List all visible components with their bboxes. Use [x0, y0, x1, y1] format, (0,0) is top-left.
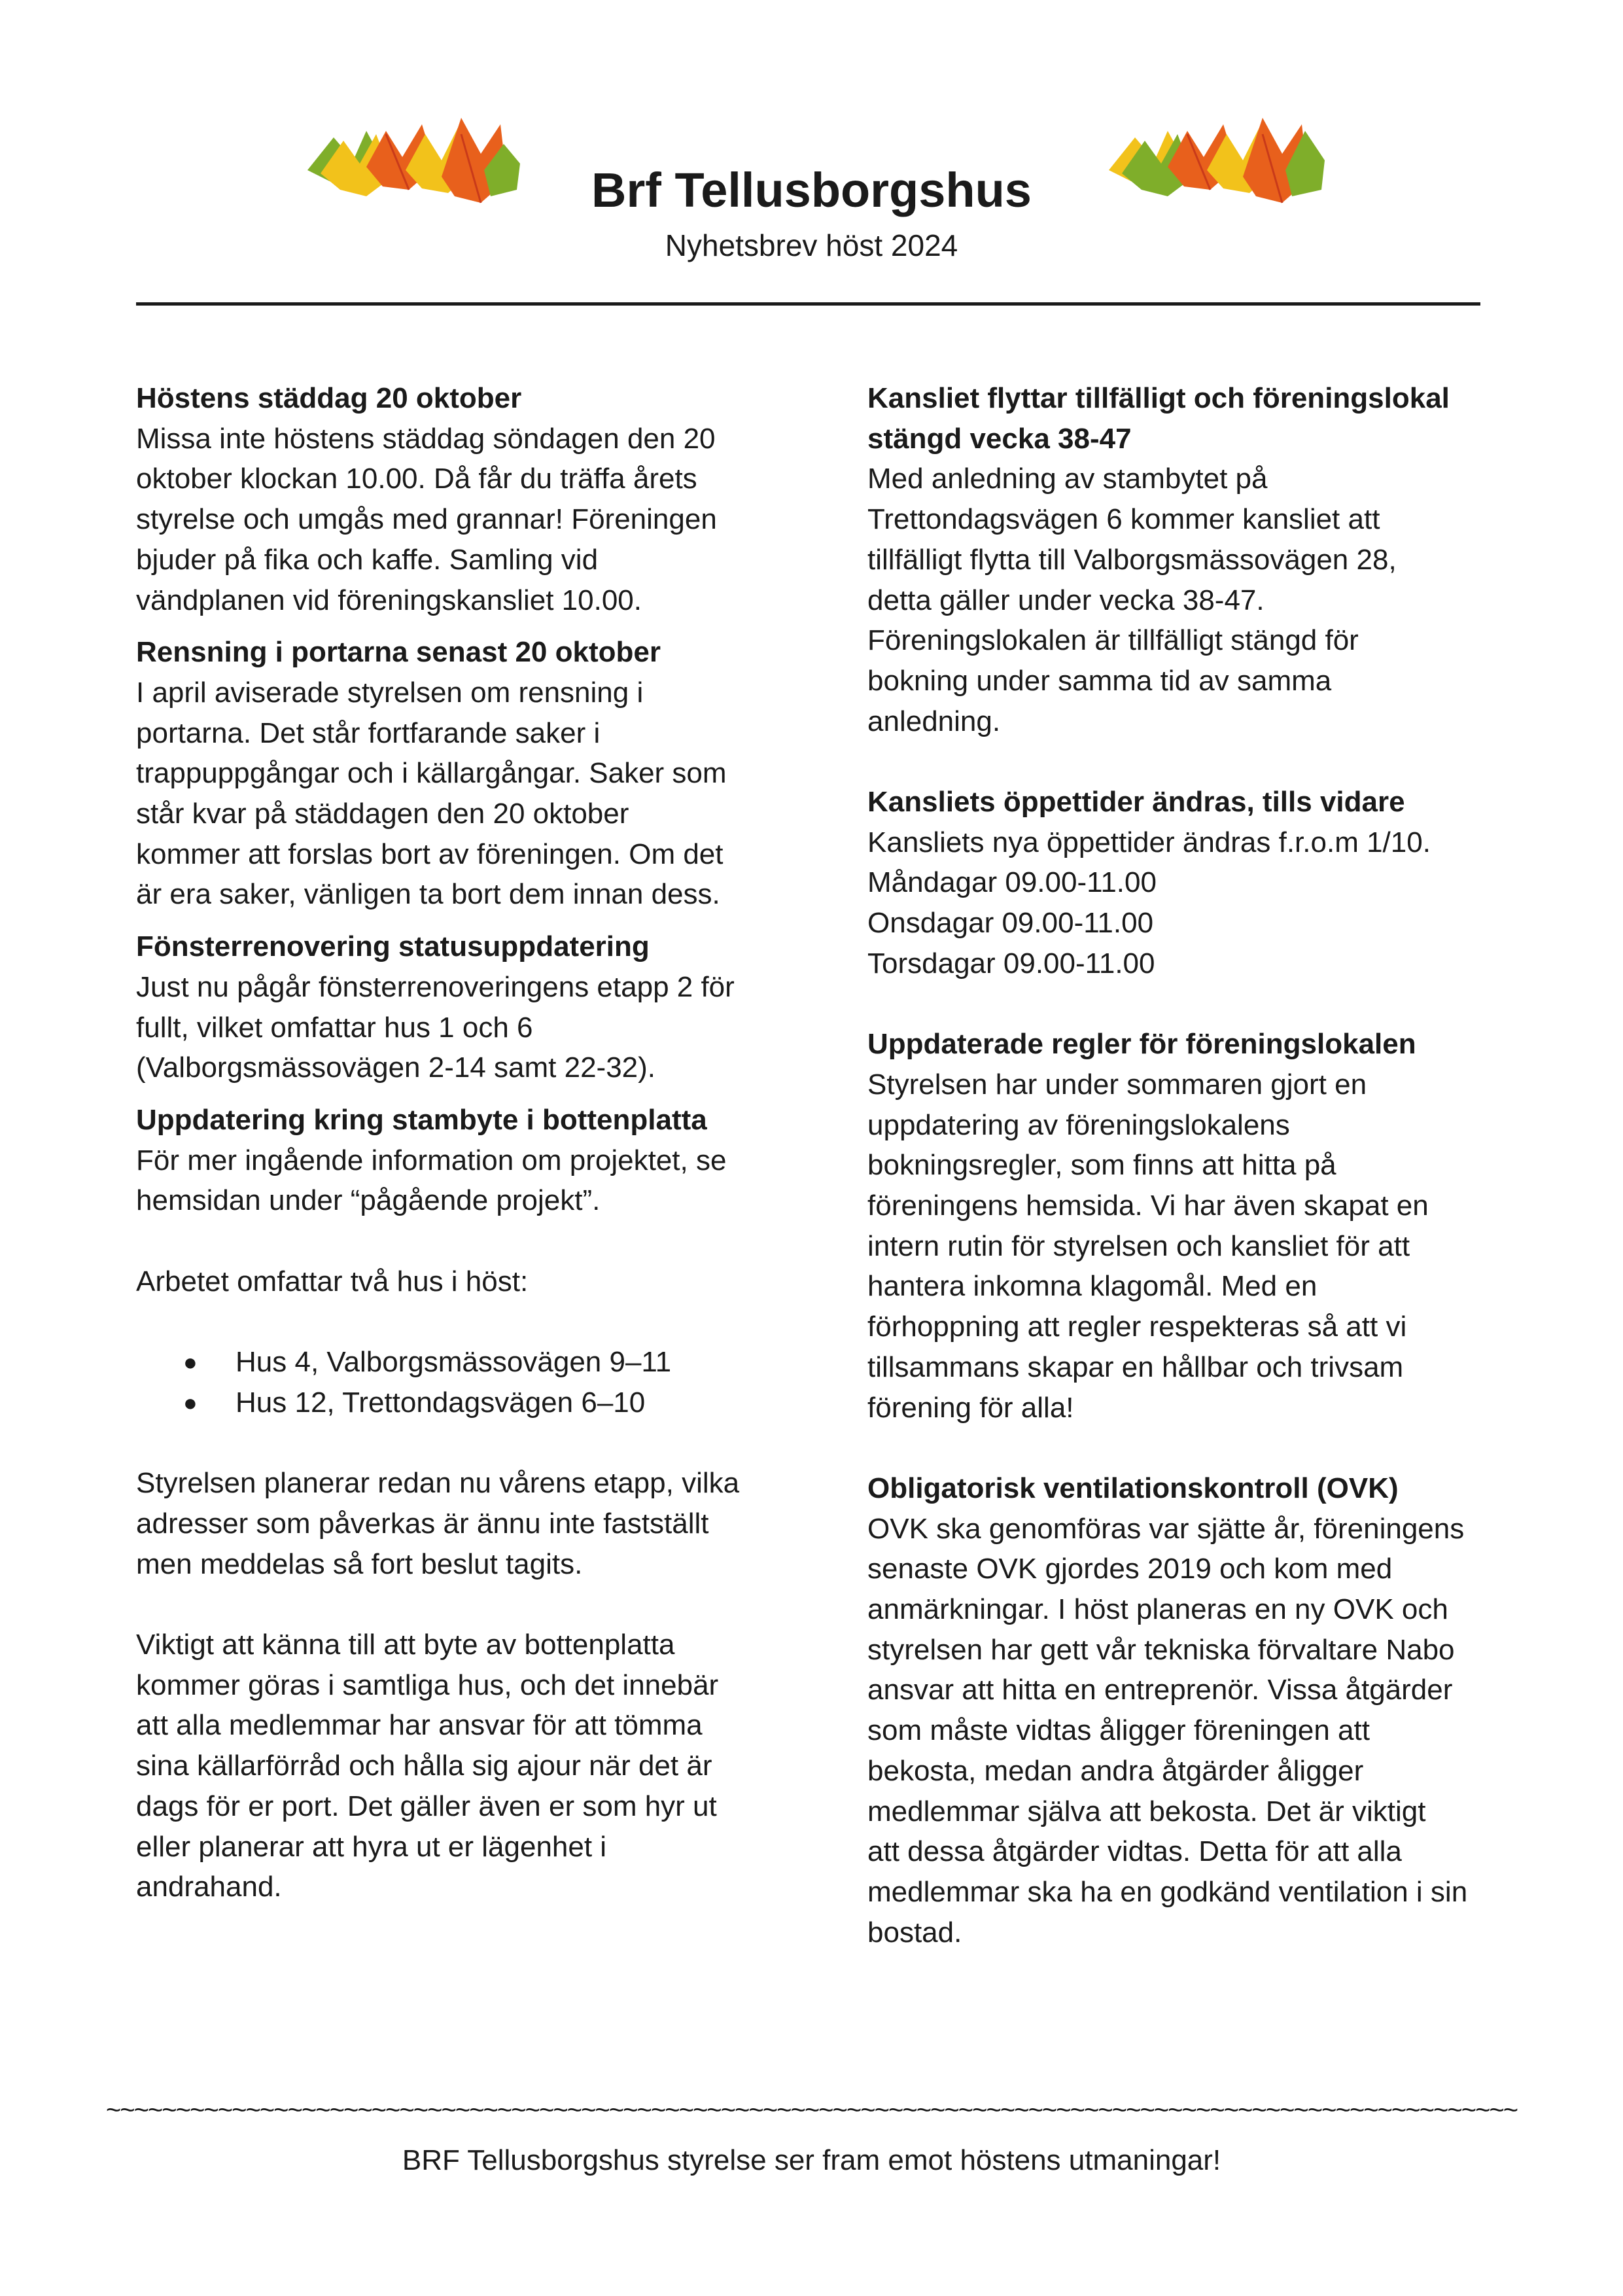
newsletter-title: Brf Tellusborgshus: [591, 163, 1032, 217]
section-heading: Fönsterrenovering statusuppdatering: [136, 930, 650, 963]
list-item: ● Hus 12, Trettondagsvägen 6–10: [136, 1383, 810, 1423]
section-heading: Kansliet flyttar tillfälligt och föreningslokal stängd vecka 38-47: [867, 382, 1450, 455]
list-item: ● Hus 4, Valborgsmässovägen 9–11: [136, 1342, 810, 1383]
newsletter-subtitle: Nyhetsbrev höst 2024: [665, 228, 958, 262]
section-heading: Obligatorisk ventilationskontroll (OVK): [867, 1472, 1399, 1504]
section-heading: Kansliets öppettider ändras, tills vidare: [867, 786, 1405, 819]
section-body: Styrelsen har under sommaren gjort en uppdatering av föreningslokalens bokningsregler, som finns att hitta på föreningens hemsida. Vi har även skapat en intern rutin för styrelsen och kansliet för att hantera inkomna klagomål. Med en förhoppning att regler respekteras så att vi tillsammans skapar en hållbar och trivsam förening för alla!: [867, 1068, 1429, 1424]
section-paragraph: Viktigt att känna till att byte av bottenplatta kommer göras i samtliga hus, och det innebär att alla medlemmar har ansvar för att tömma sina källarförråd och hålla sig ajour när det är dags för er port. Det gäller även er som hyr ut eller planerar att hyra ut er lägenhet i andrahand.: [136, 1629, 719, 1903]
section-heading: Uppdaterade regler för föreningslokalen: [867, 1028, 1416, 1061]
left-column: [136, 378, 810, 1907]
section-body: I april aviserade styrelsen om rensning i portarna. Det står fortfarande saker i trappuppgångar och i källargångar. Saker som står kvar på städdagen den 20 oktober kommer att forslas bort av föreningen. Om det är era saker, vänligen ta bort dem innan dess.: [136, 676, 727, 911]
section-heading: Höstens städdag 20 oktober: [136, 382, 522, 414]
section-heading: Rensning i portarna senast 20 oktober: [136, 636, 661, 669]
footer-text: BRF Tellusborgshus styrelse ser fram emot höstens utmaningar!: [402, 2144, 1221, 2176]
footer-divider: ~~~~~~~~~~~~~~~~~~~~~~~~~~~~~~~~~~~~~~~~~~~~~~~~~~~~~~~~~~~~~~~~~~~~~~~~~~~~~~~~~~~~~~~~~~~~~~~~~~~~~: [105, 2096, 1518, 2125]
section-body: OVK ska genomföras var sjätte år, föreningens senaste OVK gjordes 2019 och kom med anmärkningar. I höst planeras en ny OVK och styrelsen har gett vår tekniska förvaltare Nabo ansvar att hitta en entreprenör. Vissa åtgärder som måste vidtas åligger föreningen att bekosta, medan andra åtgärder åligger medlemmar själva att bekosta. Det är viktigt att dessa åtgärder vidtas. Detta för att alla medlemmar ska ha en godkänd ventilation i sin bostad.: [867, 1512, 1468, 1949]
section-body: Missa inte höstens städdag söndagen den 20 oktober klockan 10.00. Då får du träffa årets styrelse och umgås med grannar! Föreningen bjuder på fika och kaffe. Samling vid vändplanen vid föreningskansliet 10.00.: [136, 422, 717, 616]
header-divider: [136, 302, 1480, 306]
section-body: För mer ingående information om projektet, se hemsidan under “pågående projekt”.: [136, 1144, 727, 1217]
section-body: Med anledning av stambytet på Trettondagsvägen 6 kommer kansliet att tillfälligt flytta till Valborgsmässovägen 28, detta gäller under vecka 38-47. Föreningslokalen är tillfälligt stängd för bokning under samma tid av samma anledning.: [867, 463, 1397, 737]
section-body: Kansliets nya öppettider ändras f.r.o.m 1/10. Måndagar 09.00-11.00 Onsdagar 09.00-11.00 Torsdagar 09.00-11.00: [867, 826, 1431, 980]
section-body: Just nu pågår fönsterrenoveringens etapp 2 för fullt, vilket omfattar hus 1 och 6 (Valborgsmässovägen 2-14 samt 22-32).: [136, 970, 735, 1084]
right-column: [867, 378, 1515, 1952]
bullet-list: [136, 1342, 810, 1422]
section-paragraph: Styrelsen planerar redan nu vårens etapp, vilka adresser som påverkas är ännu inte fastställt men meddelas så fort beslut tagits.: [136, 1467, 740, 1580]
section-intro: Arbetet omfattar två hus i höst:: [136, 1265, 529, 1298]
section-heading: Uppdatering kring stambyte i bottenplatta: [136, 1103, 707, 1136]
